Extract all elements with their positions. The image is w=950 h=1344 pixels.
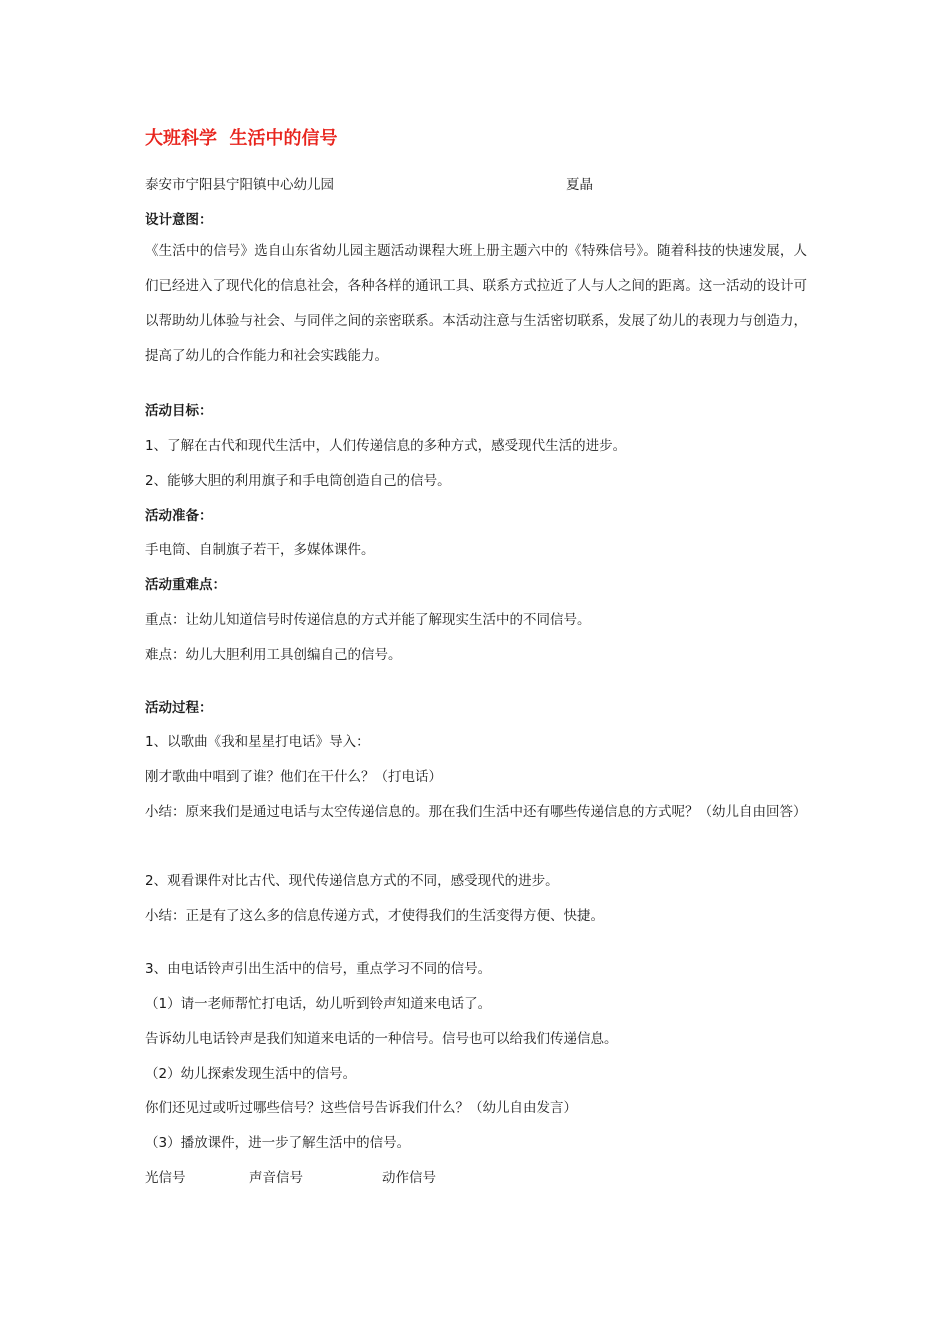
signal-type-light: 光信号 bbox=[145, 1170, 186, 1186]
process-summary-2: 小结：正是有了这么多的信息传递方式，才使得我们的生活变得方便、快捷。 bbox=[145, 908, 604, 924]
goal-item-2: 2、能够大胆的利用旗子和手电筒创造自己的信号。 bbox=[145, 473, 451, 489]
design-paragraph: 《生活中的信号》选自山东省幼儿园主题活动课程大班上册主题六中的《特殊信号》。随着科技的快速发展，人们已经进入了现代化的信息社会，各种各样的通讯工具、联系方式拉近了人与人之间的距离。这一活动的设计可以帮助幼儿体验与社会、与同伴之间的亲密联系。本活动注意与生活密切联系，发展了幼儿的表现力与创造力，提高了幼儿的合作能力和社会实践能力。 bbox=[145, 243, 807, 364]
process-sub-1: （1）请一老师帮忙打电话，幼儿听到铃声知道来电话了。 bbox=[145, 996, 492, 1012]
prep-text: 手电筒、自制旗子若干，多媒体课件。 bbox=[145, 542, 375, 558]
process-sub-1-text: 告诉幼儿电话铃声是我们知道来电话的一种信号。信号也可以给我们传递信息。 bbox=[145, 1031, 618, 1047]
process-sub-3: （3）播放课件，进一步了解生活中的信号。 bbox=[145, 1135, 411, 1151]
process-summary-1: 小结：原来我们是通过电话与太空传递信息的。那在我们生活中还有哪些传递信息的方式呢？（幼儿自由回答） bbox=[145, 804, 807, 820]
process-heading: 活动过程： bbox=[145, 700, 213, 716]
document-title: 大班科学 生活中的信号 bbox=[145, 128, 338, 149]
process-step-2: 2、观看课件对比古代、现代传递信息方式的不同，感受现代的进步。 bbox=[145, 873, 559, 889]
author-name: 夏晶 bbox=[566, 177, 593, 193]
goal-item-1: 1、了解在古代和现代生活中，人们传递信息的多种方式，感受现代生活的进步。 bbox=[145, 438, 627, 454]
signal-type-sound: 声音信号 bbox=[249, 1170, 303, 1186]
signal-types-row bbox=[145, 1169, 545, 1187]
design-heading: 设计意图： bbox=[145, 212, 213, 228]
process-sub-2: （2）幼儿探索发现生活中的信号。 bbox=[145, 1066, 357, 1082]
process-step-1: 1、以歌曲《我和星星打电话》导入： bbox=[145, 734, 370, 750]
author-line bbox=[145, 176, 593, 194]
difficult-point-text: 难点：幼儿大胆利用工具创编自己的信号。 bbox=[145, 647, 402, 663]
keypoints-heading: 活动重难点： bbox=[145, 577, 226, 593]
prep-heading: 活动准备： bbox=[145, 508, 213, 524]
process-sub-2-text: 你们还见过或听过哪些信号？这些信号告诉我们什么？（幼儿自由发言） bbox=[145, 1100, 577, 1116]
author-school: 泰安市宁阳县宁阳镇中心幼儿园 bbox=[145, 177, 334, 193]
process-step-3: 3、由电话铃声引出生活中的信号，重点学习不同的信号。 bbox=[145, 961, 492, 977]
key-point-text: 重点：让幼儿知道信号时传递信息的方式并能了解现实生活中的不同信号。 bbox=[145, 612, 591, 628]
signal-type-action: 动作信号 bbox=[382, 1170, 436, 1186]
process-question-1: 刚才歌曲中唱到了谁？他们在干什么？（打电话） bbox=[145, 769, 442, 785]
goals-heading: 活动目标： bbox=[145, 403, 213, 419]
